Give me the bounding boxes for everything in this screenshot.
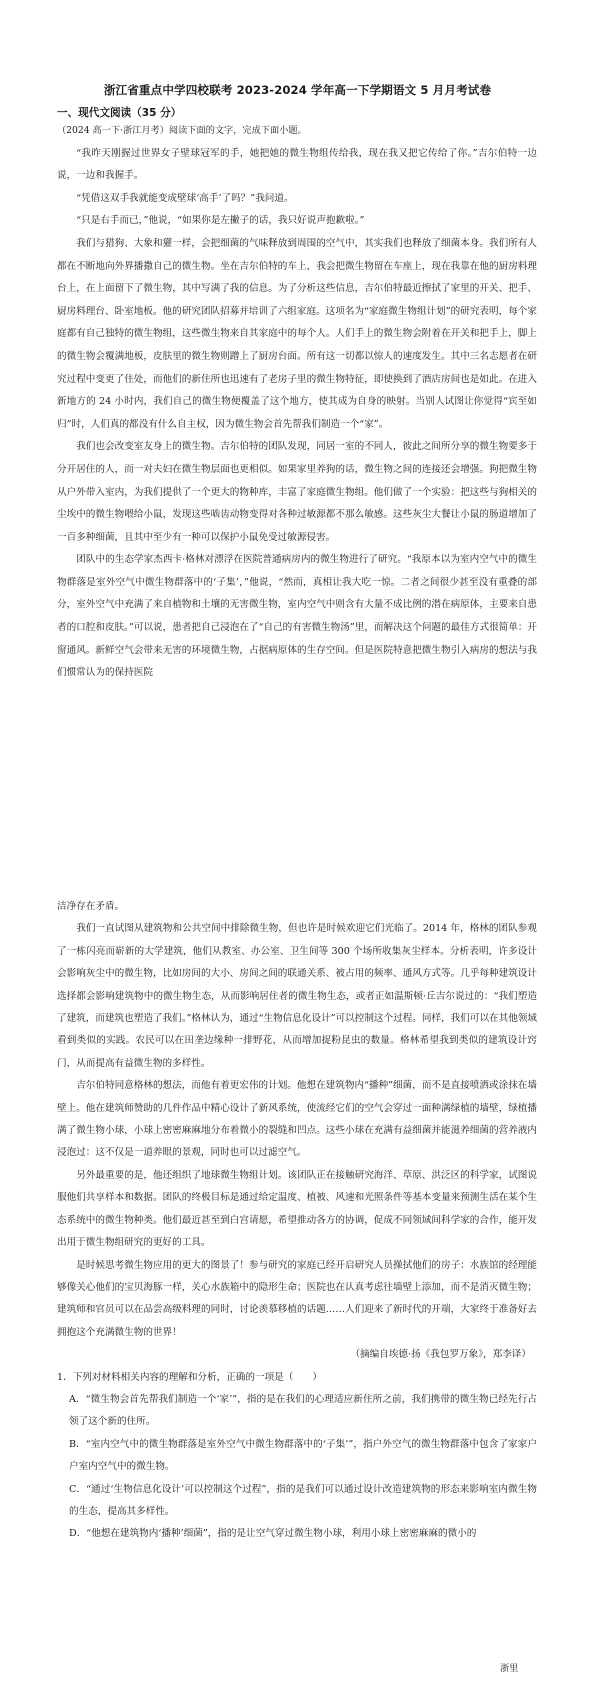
section-heading: 一、现代文阅读（35 分） bbox=[57, 107, 182, 119]
option-c: C．“通过‘生物信息化设计’可以控制这个过程”，指的是我们可以通过设计改造建筑物的形态来影响室内微生物的生态，提高其多样性。 bbox=[69, 1483, 537, 1517]
passage-part-2 bbox=[57, 896, 537, 1546]
option-b: B．“室内空气中的微生物群落是室外空气中微生物群落中的‘子集’”，指户外空气的微生物群落中包含了家家户户室内空气中的微生物。 bbox=[69, 1438, 537, 1473]
paragraph: 是时候思考微生物应用的更大的图景了！参与研究的家庭已经开启研究人员操拭他们的房子：水族馆的经理能够像关心他们的宝贝海豚一样，关心水族箱中的隐形生命；医院也在认真考虑往墙壁上添加，而不是消灭微生物；建筑师和官员可以在品尝高级料理的同时，讨论羡慕移植的话题……人们迎来了新时代的开端，大家终于准备好去拥抱这个充满微生物的世界！ bbox=[57, 1259, 537, 1338]
passage-part-1 bbox=[57, 120, 537, 685]
option-a: A．“微生物会首先帮我们制造一个‘家’”，指的是在我们的心理适应新住所之前，我们携带的微生物已经先行占领了这个新的住所。 bbox=[69, 1393, 537, 1428]
paragraph: “只是右手而已，”他说，“如果你是左撇子的话，我只好说声抱歉啦。” bbox=[76, 215, 365, 227]
paragraph: 吉尔伯特同意格林的想法，而他有着更宏伟的计划。他想在建筑物内“播种”细菌，而不是直接喷洒或涂抹在墙壁上。他在建筑师赞助的几件作品中精心设计了新风系统，使流经它们的空气会穿过一面种满绿植的墙壁，绿植播满了微生物小球，小球上密密麻麻地分布着微小的裂缝和凹点。这些小球在充满有益细菌并能滋养细菌的营养液内浸泡过：这不仅是一道养眼的景观，同时也可以过滤空气。 bbox=[57, 1080, 537, 1159]
intro-line: （2024 高一下·浙江月考）阅读下面的文字，完成下面小题。 bbox=[57, 125, 307, 136]
paragraph: “我昨天刚握过世界女子壁球冠军的手，她把她的微生物组传给我，现在我又把它传给了你。”吉尔伯特一边说，一边和我握手。 bbox=[57, 147, 537, 182]
paragraph: 我们与猎狗、大象和獾一样，会把细菌的气味释放到周围的空气中，其实我们也释放了细菌本身。我们所有人都在不断地向外界播撒自己的微生物。坐在吉尔伯特的车上，我会把微生物留在车座上，现在我靠在他的厨房料理台上，在上面留下了微生物，其中写满了我的信息。为了分析这些信息，吉尔伯特最近擦拭了家里的开关、把手、厨房料理台、卧室地板。他的研究团队招募并培训了六组家庭。这项名为“家庭微生物组计划”的研究表明，每个家庭都有自己独特的微生物组，这些微生物来自其家庭中的每个人。人们手上的微生物会附着在开关和把手上，脚上的微生物会覆满地板，皮肤里的微生物则蹭上了厨房台面。所有这一切都以惊人的速度发生。其中三名志愿者在研究过程中变更了住处，而他们的新住所也迅速有了老房子里的微生物特征，即使换到了酒店房间也是如此。在进入新地方的 24 小时内，我们自己的微生物便覆盖了这个地方，使其成为自身的映射。当别人试图让你觉得“宾至如归”时，人们真的都没有什么自主权，因为微生物会首先帮我们制造一个“家”。 bbox=[57, 237, 537, 430]
paragraph: “凭借这双手我就能变成壁球‘高手’了吗？”我问道。 bbox=[76, 192, 294, 204]
page-footer-text: 浙里 bbox=[500, 1663, 519, 1674]
question-1: 1．下列对材料相关内容的理解和分析，正确的一项是（ ） bbox=[57, 1371, 323, 1383]
option-d: D．“他想在建筑物内‘播种’细菌”，指的是让空气穿过微生物小球，利用小球上密密麻麻的微小的 bbox=[69, 1528, 477, 1540]
paragraph: 团队中的生态学家杰西卡·格林对漂浮在医院普通病房内的微生物进行了研究。“我原本以为室内空气中的微生物群落是室外空气中微生物群落中的‘子集’，”他说，“然而，真相让我大吃一惊。二者之间很少甚至没有重叠的部分，室外空气中充满了来自植物和土壤的无害微生物，室内空气中则含有大量不成比例的潜在病原体，主要来自患者的口腔和皮肤。”可以说，患者把自己浸泡在了“自己的有害微生物汤”里，而解决这个问题的最佳方式很简单：开窗通风。新鲜空气会带来无害的环境微生物，占据病原体的生存空间。但是医院特意把微生物引入病房的想法与我们惯常认为的保持医院 bbox=[57, 554, 538, 679]
paragraph: 我们也会改变室友身上的微生物。吉尔伯特的团队发现，同居一室的不同人，彼此之间所分享的微生物要多于分开居住的人，而一对夫妇在微生物层面也更相似。如果家里养狗的话，微生物之间的连接还会增强。狗把微生物从户外带入室内，为我们提供了一个更大的物种库，丰富了家庭微生物组。他们做了一个实验：把这些与狗相关的尘埃中的微生物喂给小鼠，发现这些啮齿动物变得对各种过敏源都不那么敏感。这些灰尘大餐让小鼠的肠道增加了一百多种细菌，且其中至少有一种可以保护小鼠免受过敏源侵害。 bbox=[57, 441, 537, 543]
paragraph: 我们一直试图从建筑物和公共空间中排除微生物，但也许是时候欢迎它们光临了。2014 年，格林的团队参观了一栋闪亮而崭新的大学建筑，他们从教室、办公室、卫生间等 300 个场所收集灰尘样本。分析表明，许多设计会影响灰尘中的微生物，比如房间的大小、房间之间的联通关系、被占用的频率、通风方式等。几乎每种建筑设计选择都会影响建筑物中的微生物生态，从而影响居住者的微生物生态，或者正如温斯顿·丘吉尔说过的：“我们塑造了建筑，而建筑也塑造了我们。”格林认为，通过“生物信息化设计”可以控制这个过程。同样，我们可以在其他领域看到类似的实践。农民可以在田垄边缘种一排野花，从而增加捉粉昆虫的数量。格林希望我到类似的建筑设计窍门，从而提高有益微生物的多样性。 bbox=[57, 923, 538, 1069]
paragraph-continuation: 洁净存在矛盾。 bbox=[57, 901, 125, 912]
source-citation: （摘编自埃德·扬《我包罗万象》，郑李译） bbox=[350, 1349, 531, 1361]
document-title: 浙江省重点中学四校联考 2023-2024 学年高一下学期语文 5 月月考试卷 bbox=[103, 83, 492, 97]
paragraph: 另外最重要的是，他还组织了地球微生物组计划。该团队正在接触研究海洋、草原、洪泛区的科学家，试图说服他们共享样本和数据。团队的终极目标是通过给定温度、植被、风速和光照条件等基本变量来预测生活在某个生态系统中的微生物种类。他们最近甚至到白宫请愿，希望推动各方的协调，促成不同领域间科学家的合作，能开发出用于微生物组研究的更好的工具。 bbox=[57, 1169, 537, 1249]
